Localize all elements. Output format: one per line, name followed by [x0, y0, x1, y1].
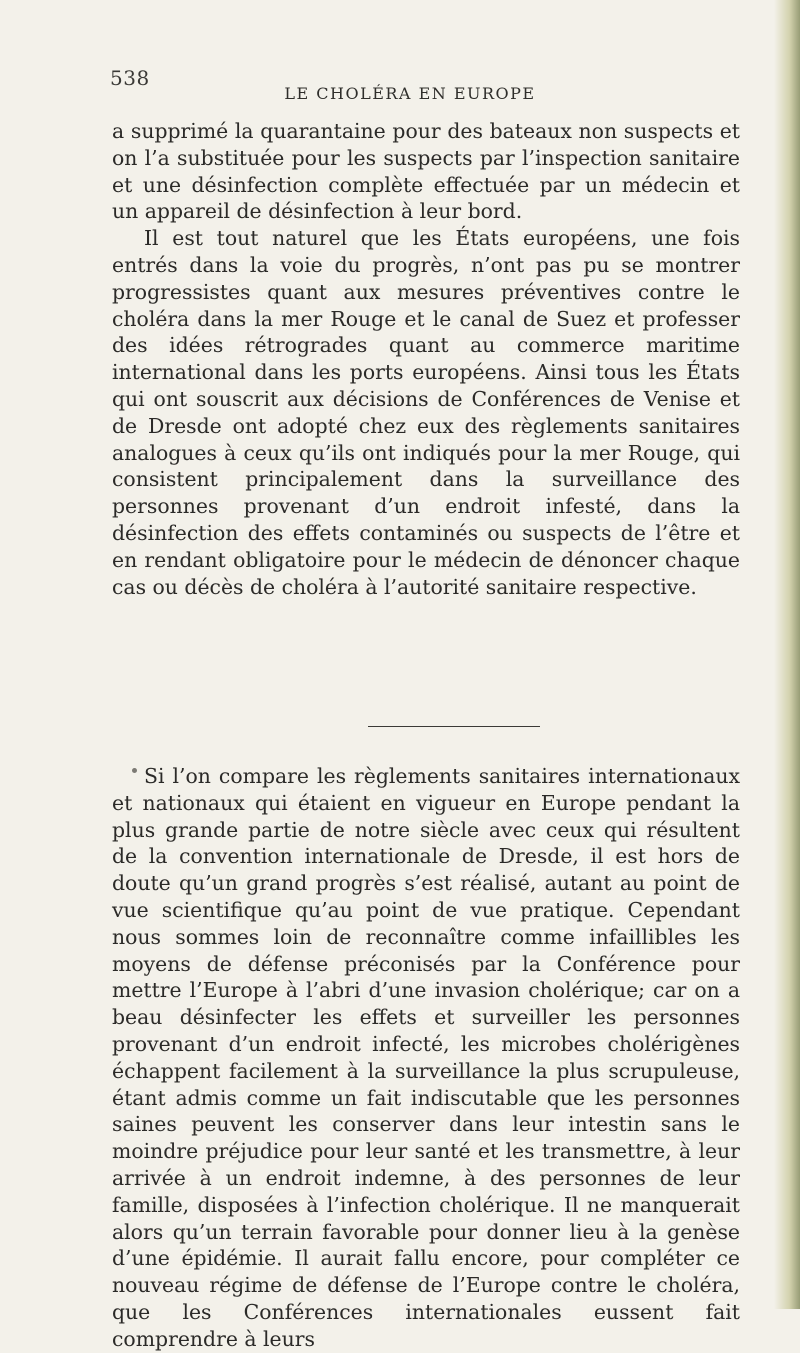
paragraph: Il est tout naturel que les États européens, une fois entrés dans la voie du progrès, n’ont pas pu se montrer progressistes quant aux mesures préventives contre le choléra dans la mer Rouge et le canal de Suez et professer des idées rétrogrades quant au commerce maritime international dans les ports européens. Ainsi tous les États qui ont souscrit aux décisions de Conférences de Venise et de Dresde ont adopté chez eux des règlements sanitaires analogues à ceux qu’ils ont indiqués pour la mer Rouge, qui consistent principalement dans la surveillance des personnes provenant d’un endroit infesté, dans la désinfection des effets contaminés ou suspects de l’être et en rendant obligatoire pour le médecin de dénoncer chaque cas ou décès de choléra à l’autorité sanitaire respective.: [112, 226, 740, 599]
page-number: 538: [110, 66, 150, 90]
paragraph: Si l’on compare les règlements sanitaires internationaux et nationaux qui étaient en vigueur en Europe pendant la plus grande partie de notre siècle avec ceux qui résultent de la convention internationale de Dresde, il est hors de doute qu’un grand progrès s’est réalisé, autant au point de vue scientifique qu’au point de vue pratique. Cependant nous sommes loin de reconnaître comme infaillibles les moyens de défense préconisés par la Conférence pour mettre l’Europe à l’abri d’une invasion cholérique; car on a beau désinfecter les effets et surveiller les personnes provenant d’un endroit infecté, les microbes cholérigènes échappent facilement à la surveillance la plus scrupuleuse, étant admis comme un fait indiscutable que les personnes saines peuvent les conserver dans leur intestin sans le moindre préjudice pour leur santé et les transmettre, à leur arrivée à un endroit indemne, à des personnes de leur famille, disposées à l’infection cholérique. Il ne manquerait alors qu’un terrain favorable pour donner lieu à la genèse d’une épidémie. Il aurait fallu encore, pour compléter ce nouveau régime de défense de l’Europe contre le choléra, que les Conférences internationales eussent fait comprendre à leurs: [112, 764, 740, 1351]
running-head: LE CHOLÉRA EN EUROPE: [284, 84, 536, 103]
page-edge-shadow: [774, 0, 800, 1309]
section-separator-rule: [368, 726, 540, 727]
text-block-bottom: [112, 763, 740, 1353]
text-block-top: [112, 118, 740, 600]
paragraph-continued: a supprimé la quarantaine pour des bateaux non suspects et on l’a substituée pour les suspects par l’inspection sanitaire et une désinfection complète effectuée par un médecin et un appareil de désinfection à leur bord.: [112, 119, 740, 224]
